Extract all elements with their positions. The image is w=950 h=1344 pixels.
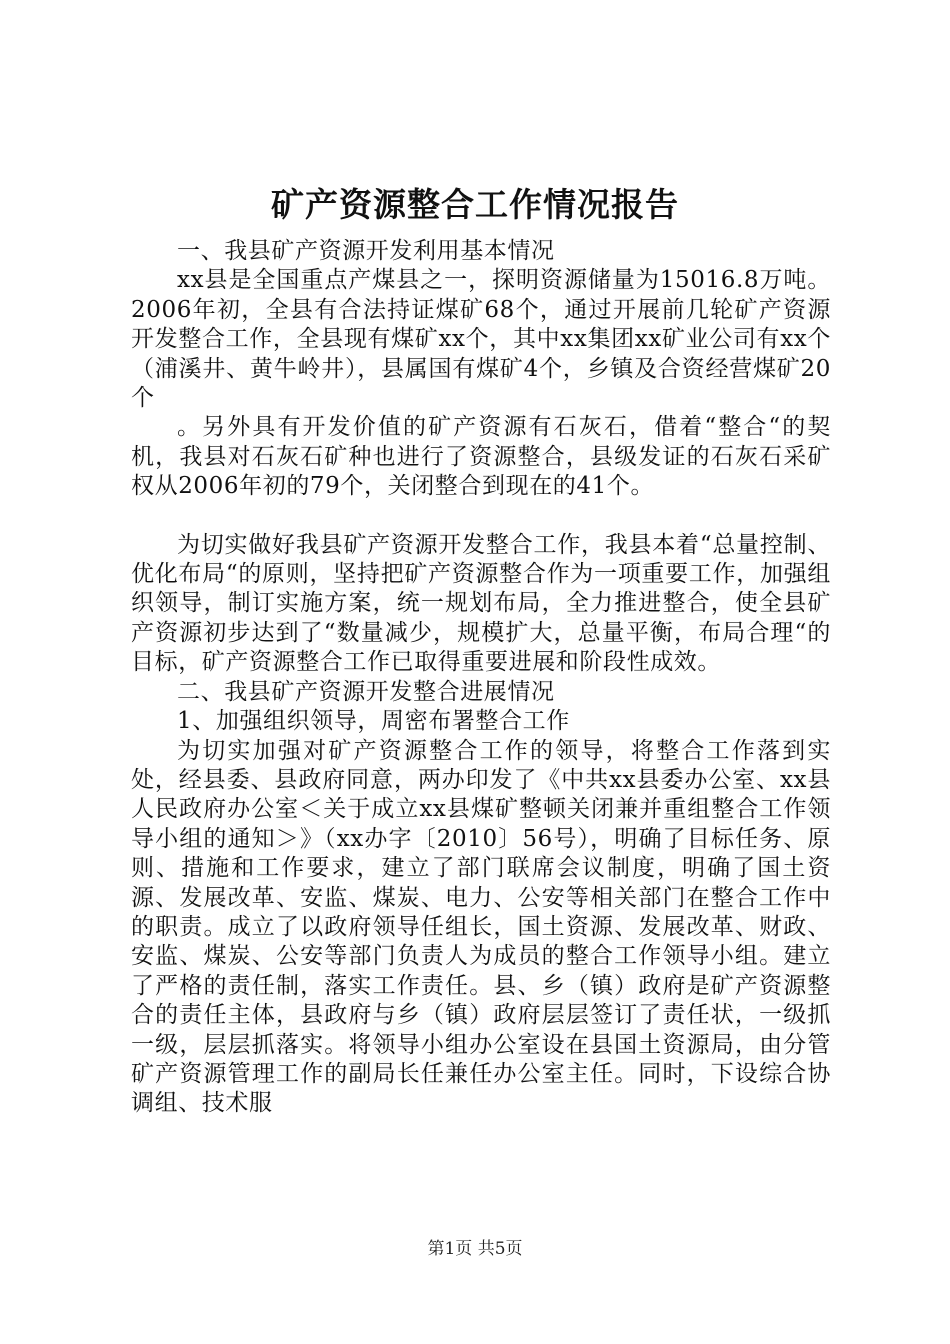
paragraph-coal-overview: xx县是全国重点产煤县之一，探明资源储量为15016.8万吨。2006年初，全县有合法持证煤矿68个，通过开展前几轮矿产资源开发整合工作，全县现有煤矿xx个，其中xx集团xx矿业公司有xx个（浦溪井、黄牛岭井），县属国有煤矿4个，乡镇及合资经营煤矿20个 — [131, 267, 831, 412]
page-footer: 第1页 共5页 — [427, 1239, 523, 1259]
section-heading-1: 一、我县矿产资源开发利用基本情况 — [177, 238, 555, 264]
subsection-heading-1: 1、加强组织领导，周密布署整合工作 — [177, 708, 570, 735]
section-heading-2: 二、我县矿产资源开发整合进展情况 — [177, 678, 555, 705]
paragraph-limestone: 。另外具有开发价值的矿产资源有石灰石，借着“整合“的契机，我县对石灰石矿种也进行了资源整合，县级发证的石灰石采矿权从2006年初的79个，关闭整合到现在的41个。 — [131, 414, 831, 500]
document-body — [131, 237, 831, 1119]
paragraph-principles: 为切实做好我县矿产资源开发整合工作，我县本着“总量控制、优化布局“的原则，坚持把矿产资源整合作为一项重要工作，加强组织领导，制订实施方案，统一规划布局，全力推进整合，使全县矿产资源初步达到了“数量减少，规模扩大，总量平衡，布局合理“的目标，矿产资源整合工作已取得重要进展和阶段性成效。 — [131, 531, 831, 676]
paragraph-organization: 为切实加强对矿产资源整合工作的领导，将整合工作落到实处，经县委、县政府同意，两办印发了《中共xx县委办公室、xx县人民政府办公室＜关于成立xx县煤矿整顿关闭兼并重组整合工作领导小组的通知＞》（xx办字〔2010〕56号），明确了目标任务、原则、措施和工作要求，建立了部门联席会议制度，明确了国土资源、发展改革、安监、煤炭、电力、公安等相关部门在整合工作中的职责。成立了以政府领导任组长，国土资源、发展改革、财政、安监、煤炭、公安等部门负责人为成员的整合工作领导小组。建立了严格的责任制，落实工作责任。县、乡（镇）政府是矿产资源整合的责任主体，县政府与乡（镇）政府层层签订了责任状，一级抓一级，层层抓落实。将领导小组办公室设在县国土资源局，由分管矿产资源管理工作的副局长任兼任办公室主任。同时，下设综合协调组、技术服 — [131, 737, 831, 1117]
document-title: 矿产资源整合工作情况报告 — [271, 185, 679, 224]
